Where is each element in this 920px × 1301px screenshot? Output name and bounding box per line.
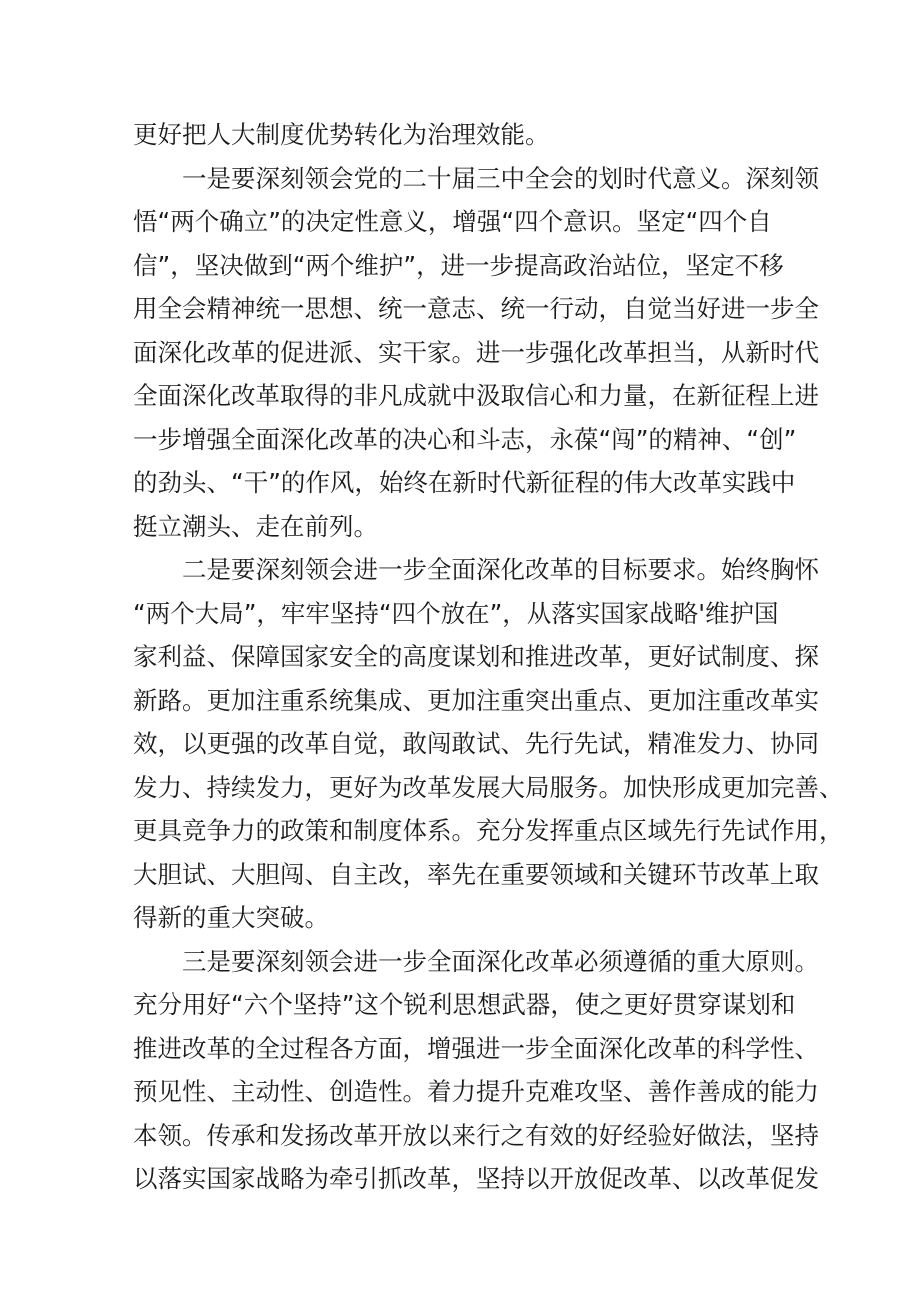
paragraph-2-line-1: 二是要深刻领会进一步全面深化改革的目标要求。始终胸怀 (182, 555, 819, 584)
paragraph-3-line-4: 预见性、主动性、创造性。着力提升克难攻坚、善作善成的能力 (133, 1077, 819, 1106)
paragraph-2-line-7: 更具竞争力的政策和制度体系。充分发挥重点区域先行先试作用， (133, 816, 844, 845)
paragraph-1-line-3: 信”，坚决做到“两个维护”，进一步提高政治站位，坚定不移 (133, 250, 784, 280)
paragraph-2-line-3: 家利益、保障国家安全的高度谋划和推进改革，更好试制度、探 (133, 642, 819, 671)
paragraph-1-line-2: 悟“两个确立”的决定性意义，增强“四个意识。坚定“四个自 (133, 207, 772, 236)
paragraph-1-line-1: 一是要深刻领会党的二十届三中全会的划时代意义。深刻领 (182, 163, 819, 193)
paragraph-2-line-8: 大胆试、大胆闯、自主改，率先在重要领域和关键环节改革上取 (133, 859, 819, 889)
paragraph-3-line-2: 充分用好“六个坚持”这个锐利思想武器，使之更好贯穿谋划和 (133, 990, 796, 1019)
paragraph-3-line-5: 本领。传承和发扬改革开放以来行之有效的好经验好做法，坚持 (133, 1120, 819, 1150)
paragraph-1-line-5: 面深化改革的促进派、实干家。进一步强化改革担当，从新时代 (133, 337, 819, 367)
document-body (133, 113, 844, 1201)
paragraph-1-line-9: 挺立潮头、走在前列。 (133, 511, 378, 541)
paragraph-1-line-4: 用全会精神统一思想、统一意志、统一行动，自觉当好进一步全 (133, 294, 819, 323)
paragraph-3-line-6: 以落实国家战略为牵引抓改革，坚持以开放促改革、以改革促发 (133, 1164, 819, 1193)
paragraph-1-line-7: 一步增强全面深化改革的决心和斗志，永葆“闯”的精神、“创” (133, 424, 797, 454)
paragraph-2-line-2: “两个大局”，牢牢坚持“四个放在”，从落实国家战略'维护国 (133, 598, 779, 628)
paragraph-2-line-6: 发力、持续发力，更好为改革发展大局服务。加快形成更加完善、 (133, 772, 844, 802)
paragraph-3-line-3: 推进改革的全过程各方面，增强进一步全面深化改革的科学性、 (133, 1033, 819, 1063)
paragraph-1-line-8: 的劲头、“干”的作风，始终在新时代新征程的伟大改革实践中 (133, 468, 796, 497)
paragraph-3-line-1: 三是要深刻领会进一步全面深化改革必须遵循的重大原则。 (182, 946, 819, 976)
paragraph-2-line-9: 得新的重大突破。 (133, 903, 329, 932)
text-line-1: 更好把人大制度优势转化为治理效能。 (133, 120, 550, 149)
paragraph-2-line-4: 新路。更加注重系统集成、更加注重突出重点、更加注重改革实 (133, 685, 819, 715)
paragraph-1-line-6: 全面深化改革取得的非凡成就中汲取信心和力量，在新征程上进 (133, 381, 819, 410)
paragraph-2-line-5: 效，以更强的改革自觉，敢闯敢试、先行先试，精准发力、协同 (133, 729, 819, 758)
